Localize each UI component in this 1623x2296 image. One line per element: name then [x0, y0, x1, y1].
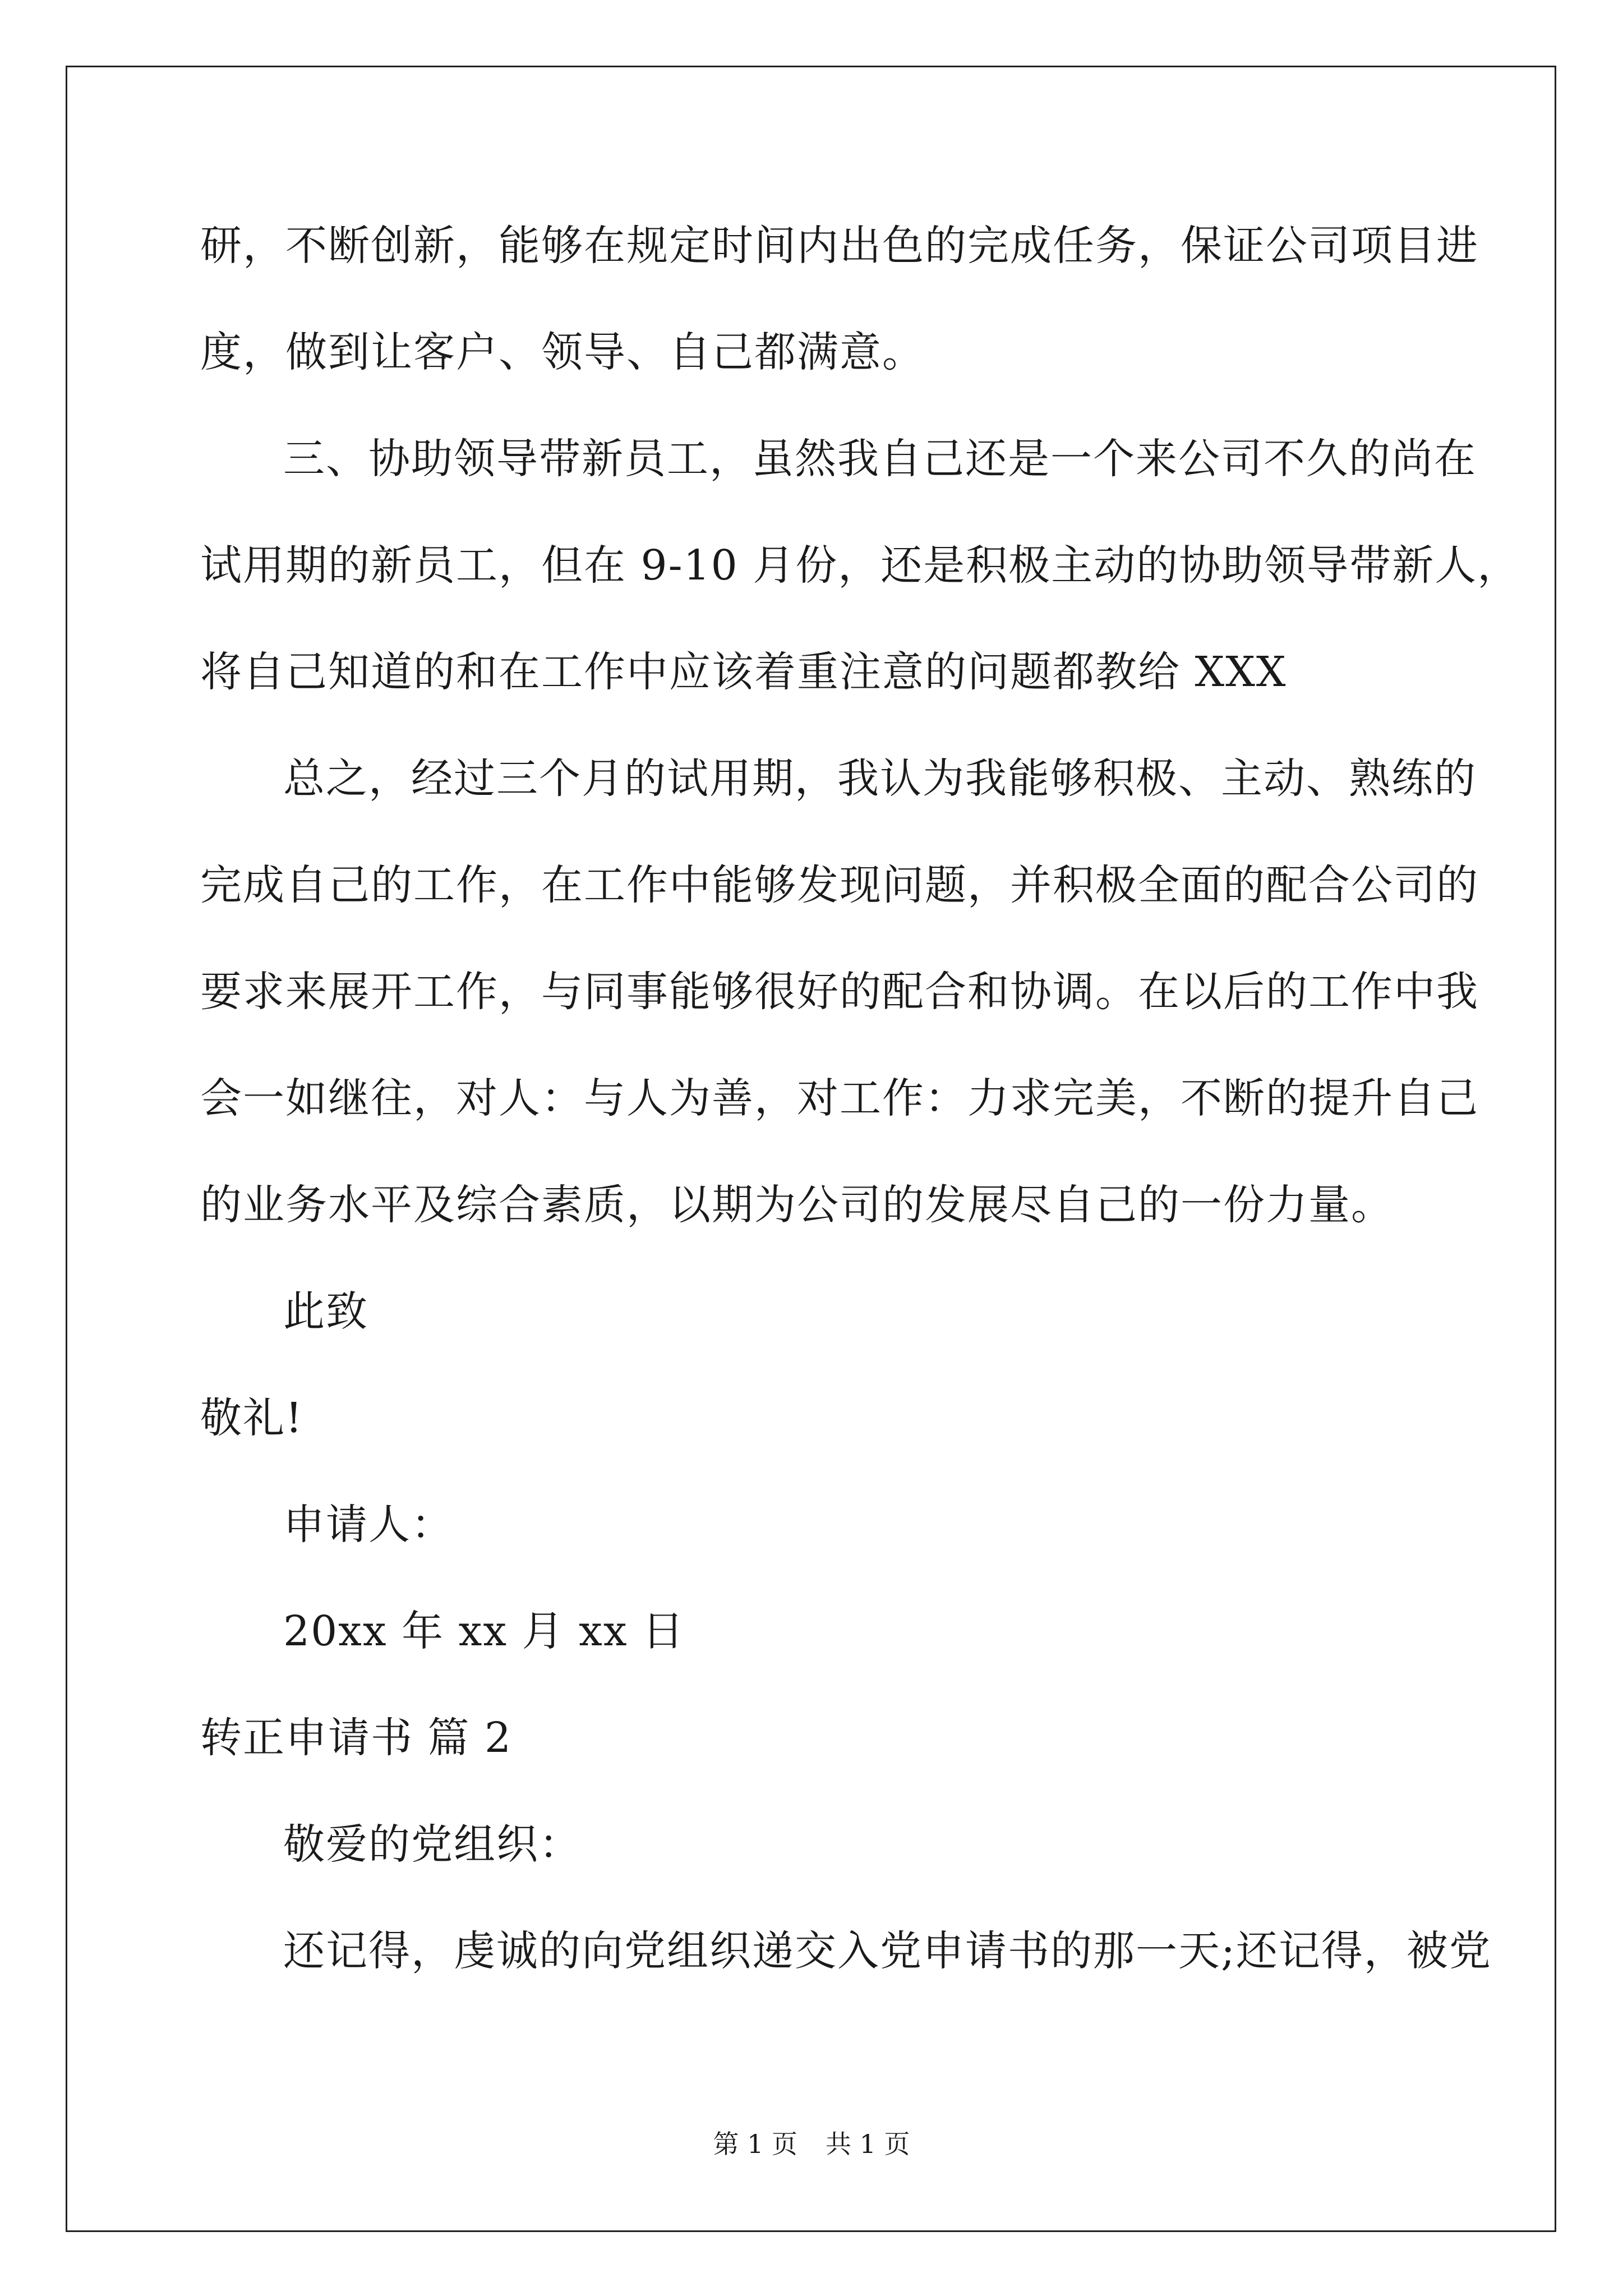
- text-line-9: 会一如继往，对人：与人为善，对工作：力求完美，不断的提升自己: [200, 1074, 1479, 1122]
- applicant-label: 申请人：: [283, 1501, 454, 1549]
- text-line-5: 将自己知道的和在工作中应该着重注意的问题都教给 XXX: [200, 648, 1287, 696]
- section-title: 转正申请书 篇 2: [200, 1714, 513, 1762]
- text-line-3: 三、协助领导带新员工，虽然我自己还是一个来公司不久的尚在: [283, 435, 1477, 483]
- text-line-8: 要求来展开工作，与同事能够很好的配合和协调。在以后的工作中我: [200, 968, 1479, 1016]
- text-line-7: 完成自己的工作，在工作中能够发现问题，并积极全面的配合公司的: [200, 861, 1479, 909]
- page-total: 共 1 页: [826, 2129, 910, 2159]
- page-border: [66, 66, 1556, 2232]
- text-line-1: 研，不断创新，能够在规定时间内出色的完成任务，保证公司项目进: [200, 222, 1479, 270]
- closing-regards: 敬礼!: [200, 1394, 303, 1442]
- text-line-17: 还记得，虔诚的向党组织递交入党申请书的那一天;还记得，被党: [283, 1927, 1492, 1975]
- closing-salutation: 此致: [283, 1287, 368, 1336]
- text-line-4: 试用期的新员工，但在 9-10 月份，还是积极主动的协助领导带新人，: [200, 541, 1520, 590]
- text-line-2: 度，做到让客户、领导、自己都满意。: [200, 328, 925, 376]
- text-line-6: 总之，经过三个月的试用期，我认为我能够积极、主动、熟练的: [283, 754, 1477, 803]
- page-footer: [0, 2127, 1623, 2161]
- greeting-line: 敬爱的党组织：: [283, 1820, 582, 1869]
- date-line: 20xx 年 xx 月 xx 日: [283, 1607, 685, 1655]
- text-line-10: 的业务水平及综合素质，以期为公司的发展尽自己的一份力量。: [200, 1181, 1394, 1229]
- page-number: 第 1 页: [713, 2129, 797, 2159]
